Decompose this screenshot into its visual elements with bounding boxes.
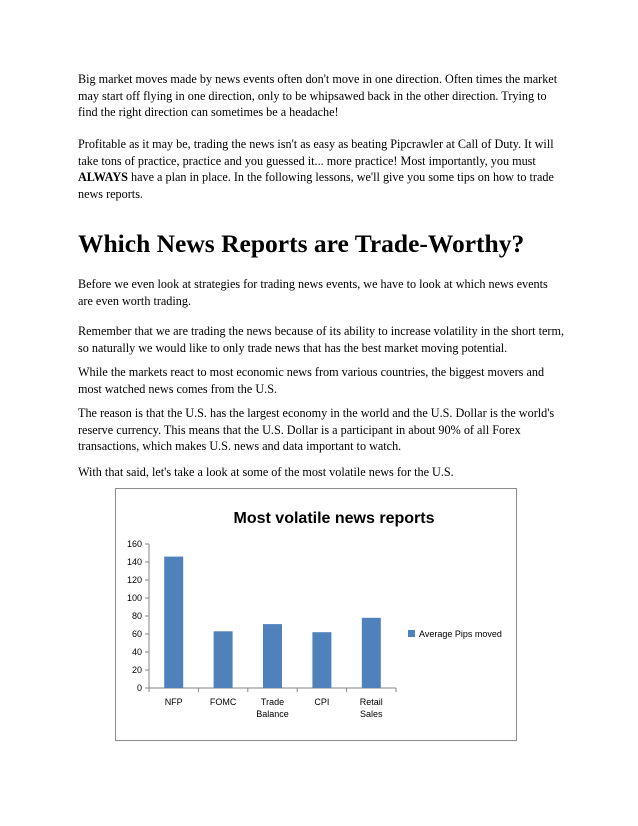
bar <box>263 624 282 688</box>
y-tick-label: 80 <box>131 611 142 621</box>
chart-canvas <box>116 489 516 740</box>
paragraph-volatile-news: With that said, let's take a look at some of the most volatile news for the U.S. <box>78 465 454 479</box>
legend-label: Average Pips moved <box>419 629 502 639</box>
paragraph-practice-text-2: have a plan in place. In the following lessons, we'll give you some tips on how to trade news reports. <box>78 170 554 201</box>
y-tick-label: 100 <box>126 593 142 603</box>
y-tick-label: 120 <box>126 575 142 585</box>
y-tick-label: 40 <box>131 647 142 657</box>
bar <box>312 632 331 688</box>
paragraph-practice-text-1: Profitable as it may be, trading the news isn't as easy as beating Pipcrawler at Call of Duty. It will take tons of practice, practice and you guessed it... more practice! Most importantly, you must <box>78 137 554 168</box>
category-label: Sales <box>360 709 383 719</box>
y-tick-label: 0 <box>136 683 142 693</box>
y-tick-label: 20 <box>131 665 142 675</box>
category-label: Balance <box>256 709 289 719</box>
y-tick-label: 140 <box>126 557 142 567</box>
category-label: Trade <box>260 697 285 707</box>
category-label: Retail <box>359 697 383 707</box>
emphasis-always: ALWAYS <box>78 170 128 184</box>
y-tick-label: 60 <box>131 629 142 639</box>
bar <box>214 631 233 688</box>
paragraph-us-movers: While the markets react to most economic news from various countries, the biggest movers and most watched news comes from the U.S. <box>78 365 545 396</box>
category-label: CPI <box>314 697 330 707</box>
paragraph-reserve-currency: The reason is that the U.S. has the largest economy in the world and the U.S. Dollar is the world's reserve currency. This means that the U.S. Dollar is a participant in about 90% of all Forex transactions, which makes U.S. news and data important to watch. <box>78 406 555 453</box>
paragraph-volatility: Remember that we are trading the news because of its ability to increase volatility in the short term, so naturally we would like to only trade news that has the best market moving potential. <box>78 324 564 355</box>
bar <box>164 557 183 688</box>
paragraph-worth-trading: Before we even look at strategies for trading news events, we have to look at which news events are even worth trading. <box>78 277 548 308</box>
category-label: NFP <box>164 697 183 707</box>
paragraph-intro: Big market moves made by news events often don't move in one direction. Often times the market may start off flying in one direction, only to be whipsawed back in the other direction. Trying to find the right direction can sometimes be a headache! <box>78 72 558 119</box>
volatility-chart <box>115 488 517 741</box>
paragraph-practice <box>78 136 564 202</box>
category-label: FOMC <box>209 697 237 707</box>
section-heading: Which News Reports are Trade-Worthy? <box>78 229 525 258</box>
y-tick-label: 160 <box>126 539 142 549</box>
legend-swatch <box>408 630 415 637</box>
bar <box>362 618 381 688</box>
chart-title: Most volatile news reports <box>233 510 435 527</box>
